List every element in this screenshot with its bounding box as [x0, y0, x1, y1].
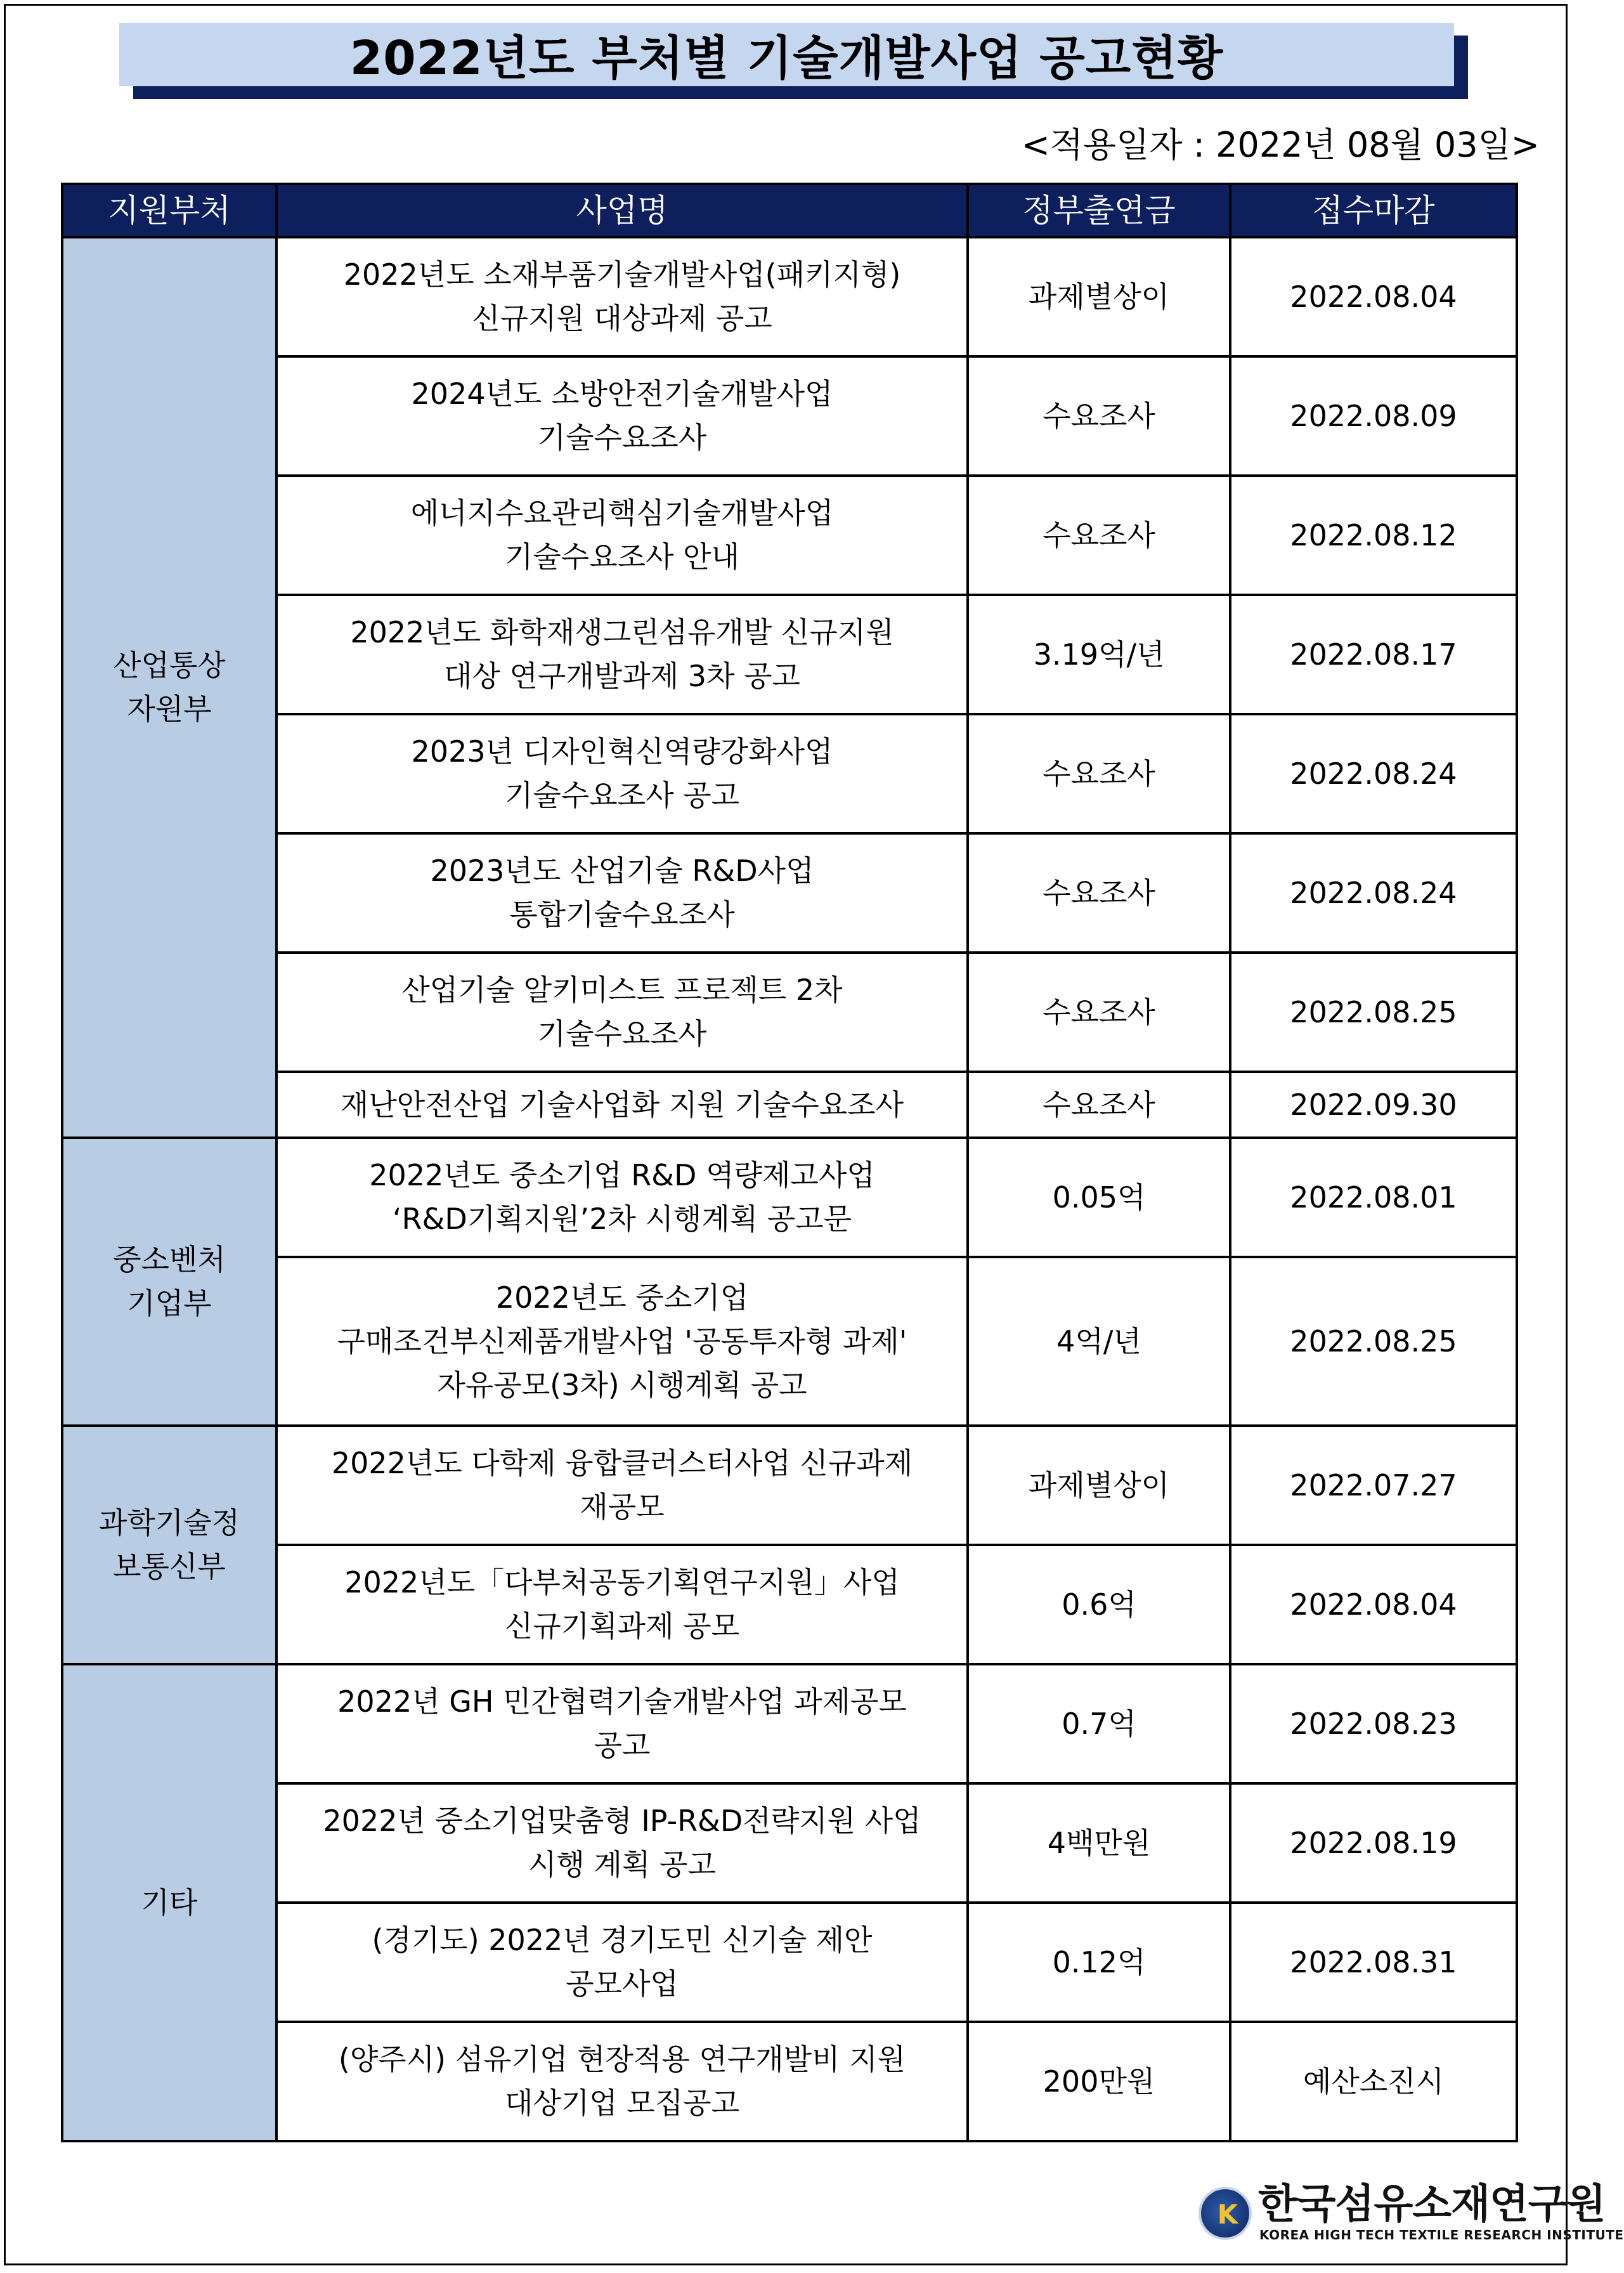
funding-amount: 200만원 — [968, 2022, 1230, 2141]
applied-date: <적용일자 : 2022년 08월 03일> — [1021, 125, 1540, 165]
deadline-date: 2022.08.24 — [1230, 714, 1517, 833]
funding-amount: 0.6억 — [968, 1545, 1230, 1664]
funding-amount: 수요조사 — [968, 953, 1230, 1072]
deadline-date: 2022.07.27 — [1230, 1426, 1517, 1545]
header-funding: 정부출연금 — [968, 184, 1230, 237]
announcement-table — [61, 183, 1518, 2142]
funding-amount: 과제별상이 — [968, 1426, 1230, 1545]
deadline-date: 2022.08.23 — [1230, 1664, 1517, 1783]
institute-emblem-icon: K — [1199, 2187, 1252, 2240]
table-row — [62, 1664, 1517, 1783]
header-ministry: 지원부처 — [62, 184, 276, 237]
project-name: 산업기술 알키미스트 프로젝트 2차 기술수요조사 — [276, 953, 968, 1072]
table-row — [62, 595, 1517, 714]
institute-name-english: KOREA HIGH TECH TEXTILE RESEARCH INSTITUTE — [1259, 2227, 1624, 2243]
table-row — [62, 476, 1517, 595]
project-name: (경기도) 2022년 경기도민 신기술 제안 공모사업 — [276, 1903, 968, 2022]
table-row — [62, 1545, 1517, 1664]
table-row — [62, 2022, 1517, 2141]
table-row — [62, 1903, 1517, 2022]
funding-amount: 수요조사 — [968, 833, 1230, 953]
institute-logo — [1199, 2181, 1624, 2245]
funding-amount: 0.05억 — [968, 1138, 1230, 1257]
deadline-date: 2022.08.04 — [1230, 1545, 1517, 1664]
funding-amount: 수요조사 — [968, 714, 1230, 833]
table-row — [62, 953, 1517, 1072]
funding-amount: 4억/년 — [968, 1257, 1230, 1426]
deadline-date: 2022.08.31 — [1230, 1903, 1517, 2022]
project-name: 에너지수요관리핵심기술개발사업 기술수요조사 안내 — [276, 476, 968, 595]
deadline-date: 2022.08.25 — [1230, 1257, 1517, 1426]
deadline-date: 2022.09.30 — [1230, 1072, 1517, 1138]
funding-amount: 과제별상이 — [968, 237, 1230, 356]
project-name: 2023년도 산업기술 R&D사업 통합기술수요조사 — [276, 833, 968, 953]
table-header-row — [62, 184, 1517, 237]
header-project-name: 사업명 — [276, 184, 968, 237]
project-name: 2022년도 중소기업 R&D 역량제고사업 ‘R&D기획지원’2차 시행계획 공고문 — [276, 1138, 968, 1257]
page-title: 2022년도 부처별 기술개발사업 공고현황 — [349, 31, 1224, 86]
project-name: 2022년도 다학제 융합클러스터사업 신규과제 재공모 — [276, 1426, 968, 1545]
deadline-date: 2022.08.12 — [1230, 476, 1517, 595]
project-name: 2024년도 소방안전기술개발사업 기술수요조사 — [276, 356, 968, 476]
project-name: 재난안전산업 기술사업화 지원 기술수요조사 — [276, 1072, 968, 1138]
funding-amount: 4백만원 — [968, 1783, 1230, 1903]
project-name: 2023년 디자인혁신역량강화사업 기술수요조사 공고 — [276, 714, 968, 833]
institute-name-korean: 한국섬유소재연구원 — [1258, 2181, 1606, 2228]
table-row — [62, 833, 1517, 953]
table-row — [62, 356, 1517, 476]
ministry-cell: 과학기술정 보통신부 — [62, 1426, 276, 1664]
funding-amount: 수요조사 — [968, 476, 1230, 595]
project-name: 2022년도 화학재생그린섬유개발 신규지원 대상 연구개발과제 3차 공고 — [276, 595, 968, 714]
project-name: 2022년도「다부처공동기획연구지원」사업 신규기획과제 공모 — [276, 1545, 968, 1664]
deadline-date: 2022.08.17 — [1230, 595, 1517, 714]
ministry-cell: 기타 — [62, 1664, 276, 2141]
deadline-date: 2022.08.24 — [1230, 833, 1517, 953]
funding-amount: 3.19억/년 — [968, 595, 1230, 714]
project-name: 2022년도 소재부품기술개발사업(패키지형) 신규지원 대상과제 공고 — [276, 237, 968, 356]
project-name: 2022년 GH 민간협력기술개발사업 과제공모 공고 — [276, 1664, 968, 1783]
funding-amount: 수요조사 — [968, 356, 1230, 476]
deadline-date: 예산소진시 — [1230, 2022, 1517, 2141]
funding-amount: 0.12억 — [968, 1903, 1230, 2022]
table-row — [62, 1257, 1517, 1426]
deadline-date: 2022.08.04 — [1230, 237, 1517, 356]
ministry-cell: 중소벤처 기업부 — [62, 1138, 276, 1426]
table-row — [62, 1426, 1517, 1545]
deadline-date: 2022.08.19 — [1230, 1783, 1517, 1903]
funding-amount: 수요조사 — [968, 1072, 1230, 1138]
table-row — [62, 1138, 1517, 1257]
table-row — [62, 1072, 1517, 1138]
project-name: (양주시) 섬유기업 현장적용 연구개발비 지원 대상기업 모집공고 — [276, 2022, 968, 2141]
title-banner — [119, 23, 1454, 86]
table-row — [62, 1783, 1517, 1903]
funding-amount: 0.7억 — [968, 1664, 1230, 1783]
deadline-date: 2022.08.09 — [1230, 356, 1517, 476]
table-row — [62, 714, 1517, 833]
deadline-date: 2022.08.01 — [1230, 1138, 1517, 1257]
header-deadline: 접수마감 — [1230, 184, 1517, 237]
table-row — [62, 237, 1517, 356]
project-name: 2022년 중소기업맞춤형 IP-R&D전략지원 사업 시행 계획 공고 — [276, 1783, 968, 1903]
project-name: 2022년도 중소기업 구매조건부신제품개발사업 '공동투자형 과제' 자유공모(3차) 시행계획 공고 — [276, 1257, 968, 1426]
deadline-date: 2022.08.25 — [1230, 953, 1517, 1072]
ministry-cell: 산업통상 자원부 — [62, 237, 276, 1138]
